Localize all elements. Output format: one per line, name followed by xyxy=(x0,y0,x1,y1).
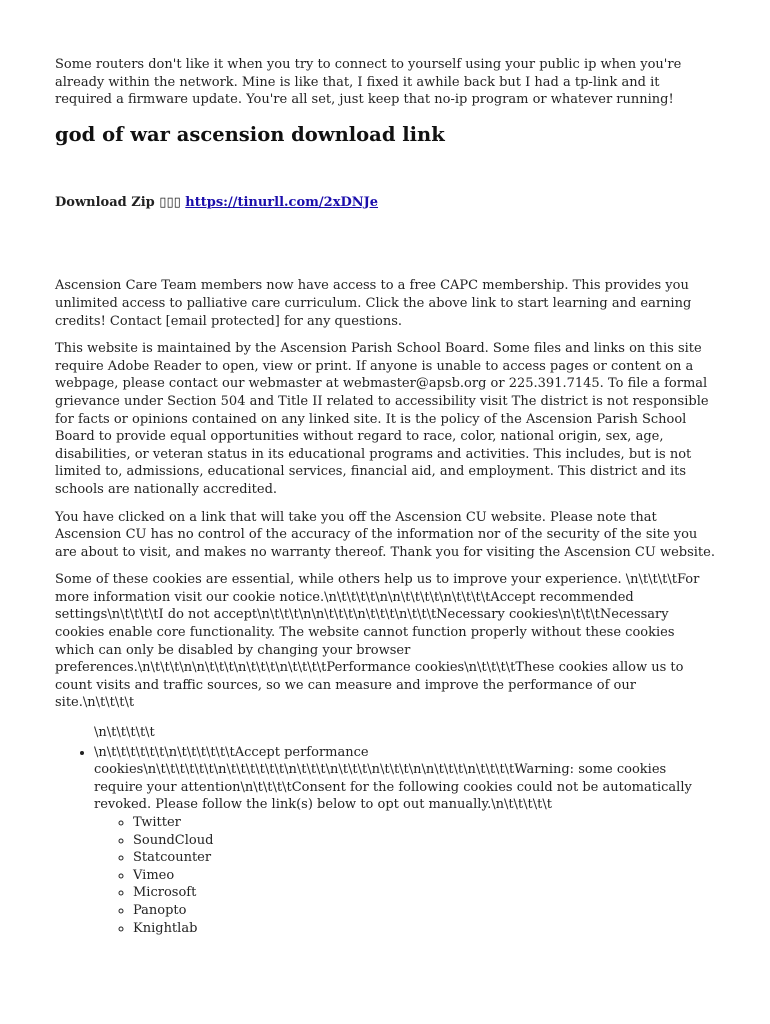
service-item-microsoft: ◦ Microsoft xyxy=(133,884,717,902)
download-label: Download Zip xyxy=(55,194,155,210)
spacer xyxy=(55,211,717,277)
service-item-vimeo: ◦ Vimeo xyxy=(133,867,717,885)
service-item-twitter: ◦ Twitter xyxy=(133,814,717,832)
download-link[interactable]: https://tinurll.com/2xDNJe xyxy=(185,194,379,210)
download-line xyxy=(55,194,717,212)
article xyxy=(55,56,717,937)
service-item-panopto: ◦ Panopto xyxy=(133,902,717,920)
capc-paragraph: Ascension Care Team members now have access to a free CAPC membership. This provides you unlimited access to palliative care curriculum. Click the above link to start learning and earning credits! Contact [email protected] for any questions. xyxy=(55,278,692,329)
service-item-statcounter: ◦ Statcounter xyxy=(133,849,717,867)
cookies-paragraph: Some of these cookies are essential, while others help us to improve your experience. \n\t\t\t\tFor more information visit our cookie notice.\n\t\t\t\t\n\n\t\t\t\t\n\t\t\t\tAccept recommended settings\n\t\t\t\tI do not accept\n\t\t\t\n\n\t\t\t\n\t\t\t\n\t\t\tNecessary cookies\n\t\t\tNecessary cookies enable core functionality. The website cannot function properly without these cookies which can only be disabled by changing your browser preferences.\n\t\t\t\n\n\t\t\t\n\t\t\t\n\t\t\t\tPerformance cookies\n\t\t\t\tThese cookies allow us to count visits and traffic sources, so we can measure and improve the performance of our site.\n\t\t\t\t xyxy=(55,572,700,711)
list-item xyxy=(94,744,717,938)
cookie-list xyxy=(55,744,717,938)
service-item-soundcloud: ◦ SoundCloud xyxy=(133,832,717,850)
intro-paragraph: Some routers don't like it when you try to connect to yourself using your public ip when you're already within the network. Mine is like that, I fixed it awhile back but I had a tp-link and it required a firmware update. You're all set, just keep that no-ip program or whatever running! xyxy=(55,57,682,108)
cookie-bullet-text: \n\t\t\t\t\t\t\n\t\t\t\t\t\tAccept performance cookies\n\t\t\t\t\t\t\n\t\t\t\t\t\t\n\t\t\t\n\t\t\t\n\t\t\t\n\n\t\t\t\n\t\t\t\tWarning: some cookies require your attention\n\t\t\t\tConsent for the following cookies could not be automatically revoked. Please follow the link(s) below to opt out manually.\n\t\t\t\t\t xyxy=(94,744,692,813)
apsb-paragraph: This website is maintained by the Ascension Parish School Board. Some files and links on this site require Adobe Reader to open, view or print. If anyone is unable to access pages or content on a webpage, please contact our webmaster at webmaster@apsb.org or 225.391.7145. To file a formal grievance under Section 504 and Title II related to accessibility visit The district is not responsible for facts or opinions contained on any linked site. It is the policy of the Ascension Parish School Board to provide equal opportunities without regard to race, color, national origin, sex, age, disabilities, or veteran status in its educational programs and activities. This includes, but is not limited to, admissions, educational services, financial aid, and employment. This district and its schools are nationally accredited. xyxy=(55,341,709,497)
download-glyphs: ▯▯▯ xyxy=(159,194,181,210)
indent-line: \n\t\t\t\t\t xyxy=(94,725,155,741)
service-item-knightlab: ◦ Knightlab xyxy=(133,920,717,938)
page-title: god of war ascension download link xyxy=(55,122,445,146)
ascension-cu-paragraph: You have clicked on a link that will take you off the Ascension CU website. Please note that Ascension CU has no control of the accuracy of the information nor of the security of the site you are about to visit, and makes no warranty thereof. Thank you for visiting the Ascension CU website. xyxy=(55,509,715,560)
service-list xyxy=(94,814,717,937)
